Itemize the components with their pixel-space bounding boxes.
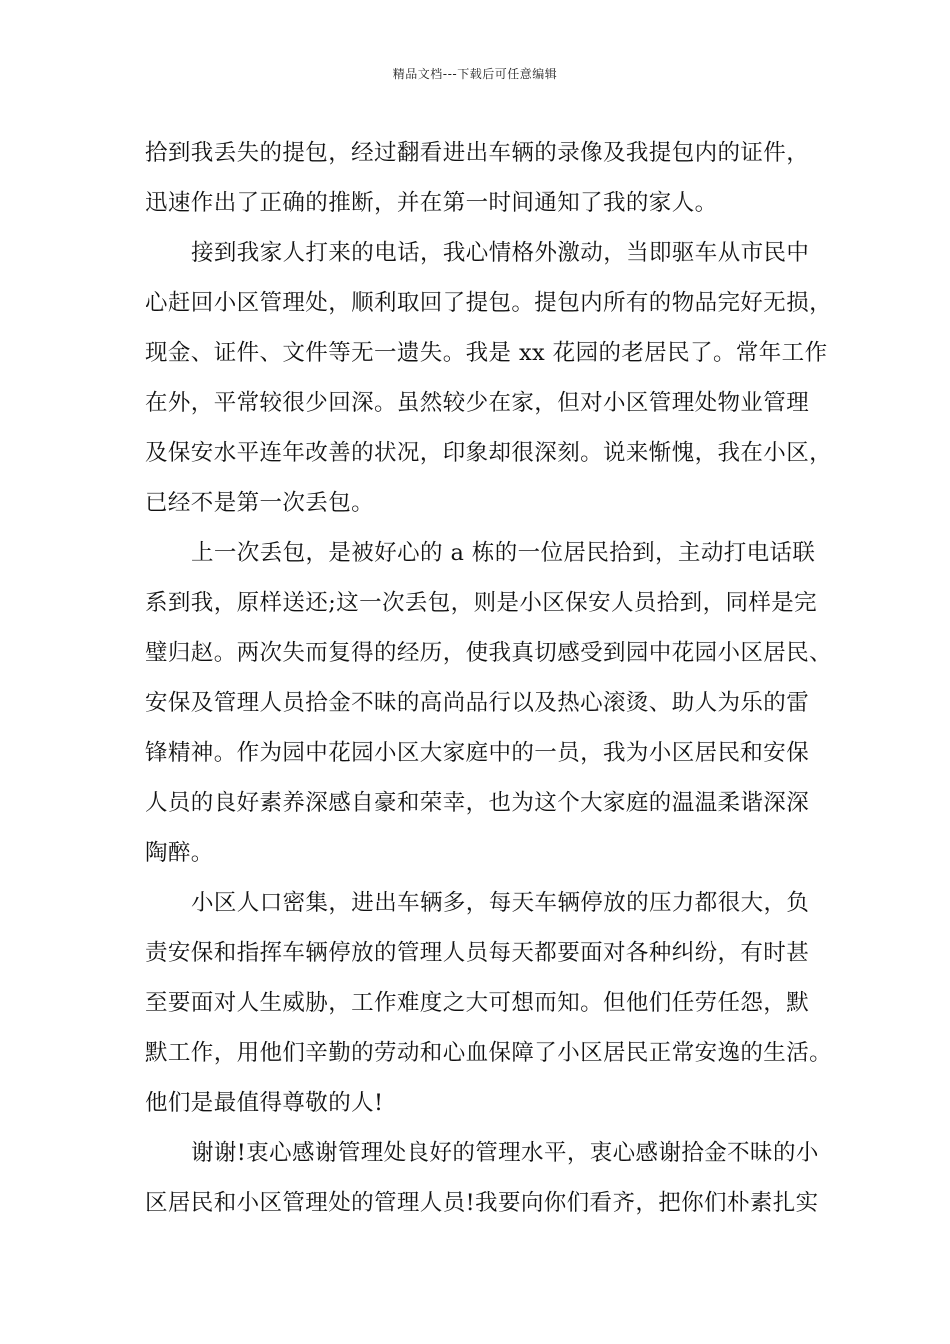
text-line: 接到我家人打来的电话，我心情格外激动，当即驱车从市民中 xyxy=(191,240,810,266)
text-line: 璧归赵。两次失而复得的经历，使我真切感受到园中花园小区居民、 xyxy=(145,640,833,666)
text-line: 区居民和小区管理处的管理人员!我要向你们看齐，把你们朴素扎实 xyxy=(145,1190,819,1216)
text-line: 拾到我丢失的提包，经过翻看进出车辆的录像及我提包内的证件， xyxy=(145,140,810,166)
text-line: 已经不是第一次丢包。 xyxy=(145,490,375,516)
text-line: 及保安水平连年改善的状况，印象却很深刻。说来惭愧，我在小区， xyxy=(145,440,833,466)
text-line: 现金、证件、文件等无一遗失。我是 xx 花园的老居民了。常年工作 xyxy=(145,340,828,366)
text-line: 心赶回小区管理处，顺利取回了提包。提包内所有的物品完好无损， xyxy=(145,290,833,316)
text-line: 锋精神。作为园中花园小区大家庭中的一员，我为小区居民和安保 xyxy=(145,740,810,766)
text-line: 上一次丢包，是被好心的 a 栋的一位居民拾到，主动打电话联 xyxy=(191,540,816,566)
text-line: 安保及管理人员拾金不昧的高尚品行以及热心滚烫、助人为乐的雷 xyxy=(145,690,810,716)
text-line: 责安保和指挥车辆停放的管理人员每天都要面对各种纠纷，有时甚 xyxy=(145,940,810,966)
text-line: 他们是最值得尊敬的人! xyxy=(145,1090,384,1116)
text-line: 至要面对人生威胁，工作难度之大可想而知。但他们任劳任怨，默 xyxy=(145,990,810,1016)
text-line: 人员的良好素养深感自豪和荣幸，也为这个大家庭的温温柔谐深深 xyxy=(145,790,810,816)
text-line: 默工作，用他们辛勤的劳动和心血保障了小区居民正常安逸的生活。 xyxy=(145,1040,833,1066)
text-line: 小区人口密集，进出车辆多，每天车辆停放的压力都很大，负 xyxy=(191,890,810,916)
document-body xyxy=(145,128,833,1228)
text-line: 系到我，原样送还;这一次丢包，则是小区保安人员拾到，同样是完 xyxy=(145,590,818,616)
text-line: 谢谢!衷心感谢管理处良好的管理水平，衷心感谢拾金不昧的小 xyxy=(191,1140,819,1166)
text-line: 在外，平常较很少回深。虽然较少在家，但对小区管理处物业管理 xyxy=(145,390,810,416)
text-line: 迅速作出了正确的推断，并在第一时间通知了我的家人。 xyxy=(145,190,718,216)
page-header: 精品文档---下载后可任意编辑 xyxy=(392,67,558,81)
text-line: 陶醉。 xyxy=(145,840,214,866)
